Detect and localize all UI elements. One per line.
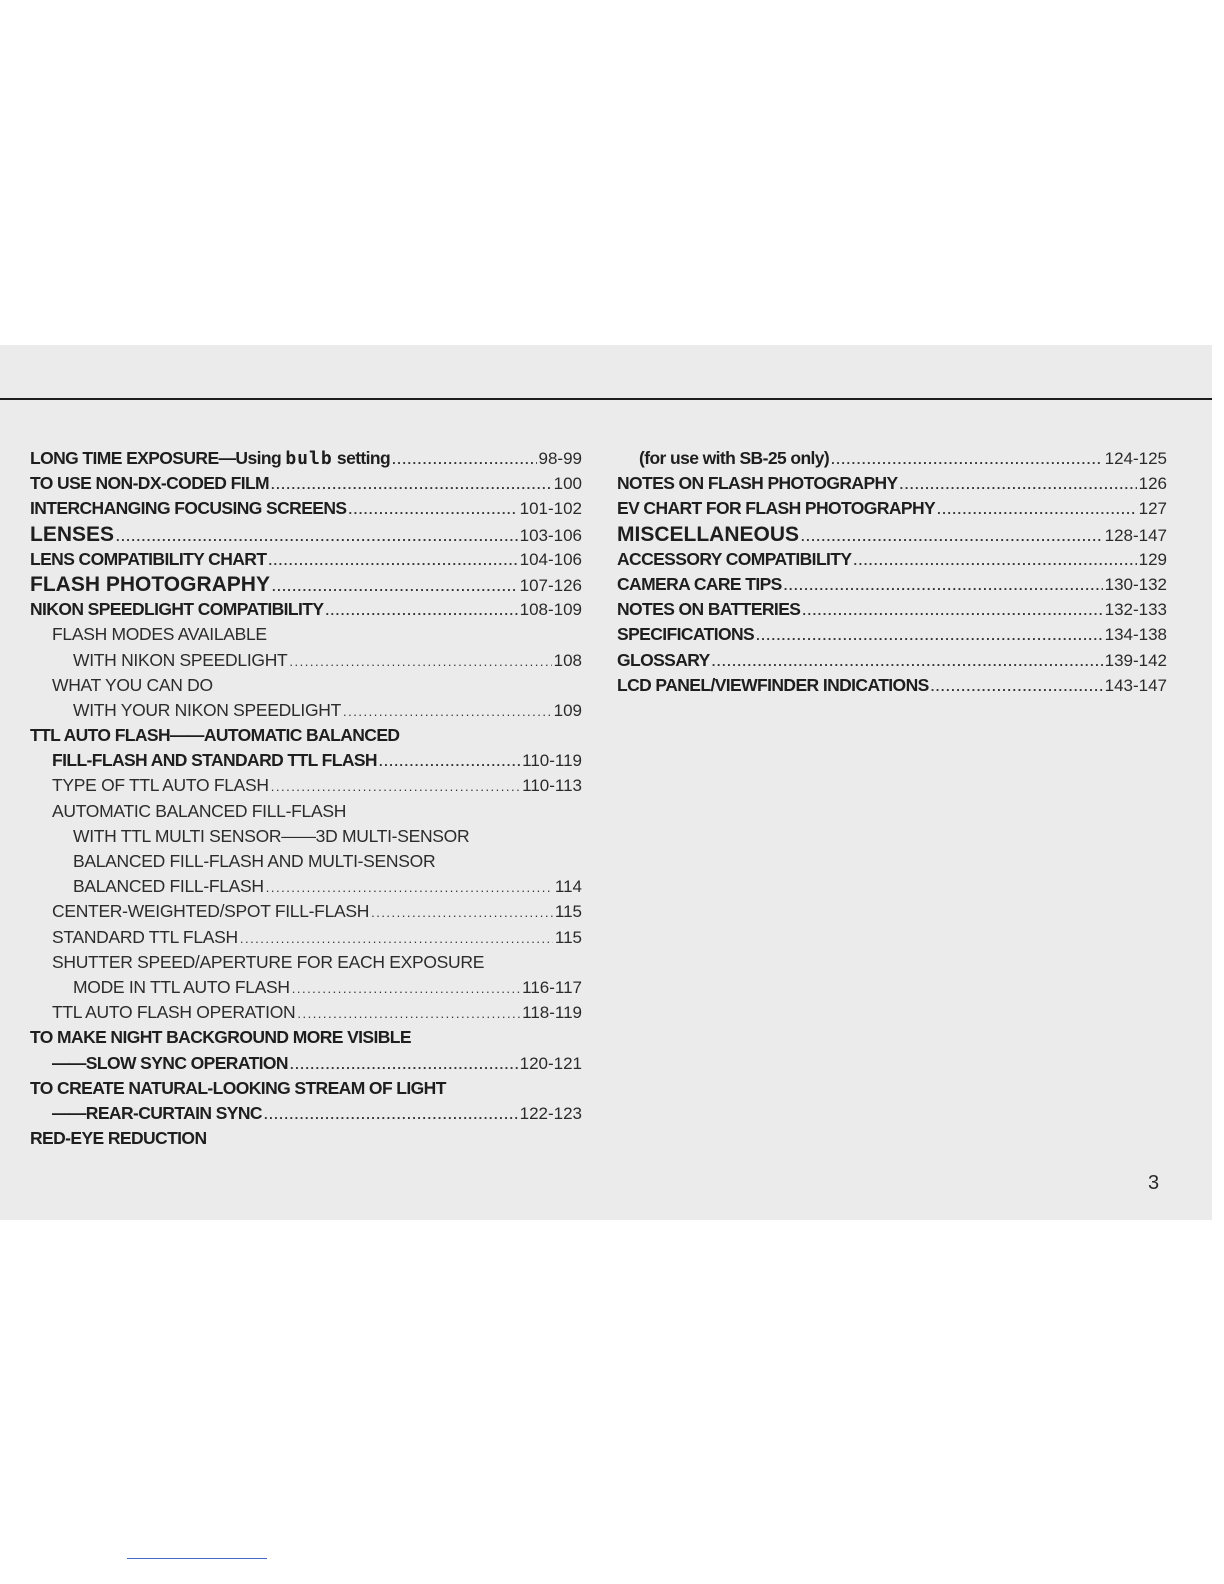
toc-entry bbox=[30, 773, 582, 798]
toc-entry-title: TTL AUTO FLASH——AUTOMATIC BALANCED bbox=[30, 725, 400, 746]
toc-entry-page: 139-142 bbox=[1104, 650, 1167, 670]
toc-entry-title: NOTES ON BATTERIES bbox=[617, 599, 801, 620]
toc-entry bbox=[30, 622, 582, 647]
toc-entry-title: LONG TIME EXPOSURE—Using bulb setting bbox=[30, 448, 391, 469]
toc-entry-title: TO USE NON-DX-CODED FILM bbox=[30, 473, 270, 494]
toc-entry-title: NOTES ON FLASH PHOTOGRAPHY bbox=[617, 473, 898, 494]
toc-entry bbox=[30, 1000, 582, 1025]
toc-entry-page: 100 bbox=[553, 474, 582, 494]
toc-entry-title: LENSES bbox=[30, 522, 115, 546]
toc-entry-page: 101-102 bbox=[519, 499, 582, 519]
dot-leader bbox=[348, 497, 517, 522]
toc-entry-page: 116-117 bbox=[522, 977, 582, 997]
toc-entry-title: FLASH PHOTOGRAPHY bbox=[30, 572, 270, 596]
toc-entry bbox=[30, 723, 582, 748]
toc-entry-title: ——REAR-CURTAIN SYNC bbox=[52, 1102, 262, 1123]
toc-entry-page: 108 bbox=[553, 650, 582, 670]
toc-entry bbox=[30, 496, 582, 521]
dot-leader bbox=[264, 1102, 518, 1127]
toc-entry-title: TO CREATE NATURAL-LOOKING STREAM OF LIGHT bbox=[30, 1077, 446, 1098]
toc-entry bbox=[30, 748, 582, 773]
toc-entry-title: BALANCED FILL-FLASH AND MULTI-SENSOR bbox=[73, 851, 436, 871]
dot-leader bbox=[268, 548, 517, 573]
toc-entry-page: 110-113 bbox=[522, 776, 582, 796]
toc-entry-title: WITH TTL MULTI SENSOR——3D MULTI-SENSOR bbox=[73, 825, 470, 846]
toc-entry-title: WITH YOUR NIKON SPEEDLIGHT bbox=[73, 699, 342, 720]
toc-entry bbox=[617, 622, 1167, 647]
toc-entry bbox=[30, 799, 582, 824]
toc-entry-page: 115 bbox=[554, 927, 582, 947]
toc-entry-page: 104-106 bbox=[519, 549, 582, 569]
dot-leader bbox=[801, 524, 1103, 549]
toc-entry-page: 132-133 bbox=[1104, 600, 1167, 620]
dot-leader bbox=[290, 1052, 518, 1077]
toc-entry bbox=[30, 471, 582, 496]
toc-entry bbox=[30, 446, 582, 471]
toc-entry bbox=[617, 496, 1167, 521]
toc-entry bbox=[617, 547, 1167, 572]
dot-leader bbox=[371, 900, 553, 925]
toc-entry bbox=[30, 899, 582, 924]
toc-entry bbox=[30, 849, 582, 874]
toc-entry-title: (for use with SB-25 only) bbox=[639, 448, 830, 468]
toc-entry-title: NIKON SPEEDLIGHT COMPATIBILITY bbox=[30, 599, 324, 620]
toc-entry bbox=[617, 446, 1167, 471]
bulb-lcd-text: bulb bbox=[285, 448, 333, 469]
toc-entry-title: INTERCHANGING FOCUSING SCREENS bbox=[30, 498, 347, 519]
toc-entry-page: 129 bbox=[1138, 549, 1167, 569]
toc-entry bbox=[30, 522, 582, 547]
toc-entry-page: 114 bbox=[554, 877, 582, 897]
dot-leader bbox=[292, 976, 520, 1001]
toc-entry bbox=[30, 950, 582, 975]
dot-leader bbox=[240, 926, 553, 951]
toc-entry-title: SHUTTER SPEED/APERTURE FOR EACH EXPOSURE bbox=[52, 951, 485, 972]
footer-underline bbox=[127, 1558, 267, 1559]
toc-entry-page: 98-99 bbox=[538, 449, 582, 468]
toc-entry-page: 109 bbox=[553, 700, 582, 720]
toc-entry bbox=[30, 673, 582, 698]
dot-leader bbox=[271, 774, 520, 799]
toc-entry-title: MISCELLANEOUS bbox=[617, 522, 800, 546]
toc-entry-page: 122-123 bbox=[519, 1103, 582, 1123]
toc-entry bbox=[30, 597, 582, 622]
dot-leader bbox=[297, 1001, 520, 1026]
toc-entry-title: TTL AUTO FLASH OPERATION bbox=[52, 1002, 296, 1023]
toc-entry-title: CAMERA CARE TIPS bbox=[617, 573, 782, 594]
dot-leader bbox=[379, 749, 520, 774]
toc-entry-title: LCD PANEL/VIEWFINDER INDICATIONS bbox=[617, 674, 929, 695]
dot-leader bbox=[266, 875, 553, 900]
toc-entry-page: 126 bbox=[1138, 474, 1167, 494]
dot-leader bbox=[831, 447, 1102, 472]
dot-leader bbox=[853, 548, 1136, 573]
toc-entry bbox=[617, 673, 1167, 698]
toc-entry bbox=[617, 471, 1167, 496]
toc-entry-page: 107-126 bbox=[519, 575, 582, 595]
toc-entry bbox=[30, 874, 582, 899]
dot-leader bbox=[289, 649, 551, 674]
toc-entry-title: BALANCED FILL-FLASH bbox=[73, 876, 264, 897]
toc-entry bbox=[617, 572, 1167, 597]
toc-entry bbox=[30, 648, 582, 673]
toc-entry-title: WITH NIKON SPEEDLIGHT bbox=[73, 649, 288, 670]
toc-entry-title: AUTOMATIC BALANCED FILL-FLASH bbox=[52, 800, 347, 821]
toc-entry-page: 103-106 bbox=[519, 525, 582, 545]
toc-entry bbox=[30, 1051, 582, 1076]
dot-leader bbox=[784, 573, 1103, 598]
dot-leader bbox=[712, 649, 1103, 674]
toc-entry-page: 127 bbox=[1138, 499, 1167, 519]
toc-entry-title: ACCESSORY COMPATIBILITY bbox=[617, 548, 852, 569]
toc-right-column bbox=[617, 446, 1167, 698]
toc-entry-title: FLASH MODES AVAILABLE bbox=[52, 624, 267, 645]
toc-entry-page: 108-109 bbox=[519, 600, 582, 620]
toc-entry-title: TO MAKE NIGHT BACKGROUND MORE VISIBLE bbox=[30, 1027, 411, 1048]
toc-entry-page: 120-121 bbox=[519, 1053, 582, 1073]
toc-entry-page: 115 bbox=[554, 902, 582, 922]
dot-leader bbox=[343, 699, 552, 724]
toc-entry-title: SPECIFICATIONS bbox=[617, 624, 755, 645]
page-number: 3 bbox=[1148, 1172, 1160, 1194]
toc-entry-title: STANDARD TTL FLASH bbox=[52, 926, 238, 947]
toc-entry-title: EV CHART FOR FLASH PHOTOGRAPHY bbox=[617, 498, 936, 519]
dot-leader bbox=[116, 524, 518, 549]
toc-entry bbox=[617, 522, 1167, 547]
toc-entry-title: GLOSSARY bbox=[617, 649, 710, 670]
toc-entry-title: LENS COMPATIBILITY CHART bbox=[30, 548, 267, 569]
toc-entry bbox=[30, 1076, 582, 1101]
toc-entry-title: WHAT YOU CAN DO bbox=[52, 674, 213, 695]
toc-entry bbox=[617, 648, 1167, 673]
toc-entry-title: FILL-FLASH AND STANDARD TTL FLASH bbox=[52, 750, 377, 771]
toc-entry bbox=[617, 597, 1167, 622]
toc-entry bbox=[30, 698, 582, 723]
dot-leader bbox=[931, 674, 1103, 699]
toc-entry bbox=[30, 1101, 582, 1126]
dot-leader bbox=[937, 497, 1137, 522]
toc-entry bbox=[30, 547, 582, 572]
toc-entry-title: ——SLOW SYNC OPERATION bbox=[52, 1052, 288, 1073]
toc-entry-page: 128-147 bbox=[1104, 525, 1167, 545]
toc-entry-page: 110-119 bbox=[522, 751, 582, 771]
toc-entry-page: 118-119 bbox=[522, 1003, 582, 1023]
toc-entry bbox=[30, 572, 582, 597]
toc-entry-page: 124-125 bbox=[1104, 449, 1167, 468]
toc-entry bbox=[30, 824, 582, 849]
header-rule bbox=[0, 398, 1212, 400]
toc-entry bbox=[30, 925, 582, 950]
dot-leader bbox=[756, 623, 1102, 648]
dot-leader bbox=[325, 598, 517, 623]
toc-entry-title: RED-EYE REDUCTION bbox=[30, 1128, 207, 1149]
dot-leader bbox=[271, 472, 552, 497]
toc-left-column bbox=[30, 446, 582, 1151]
toc-entry bbox=[30, 1126, 582, 1151]
dot-leader bbox=[392, 447, 536, 472]
toc-entry bbox=[30, 975, 582, 1000]
dot-leader bbox=[802, 598, 1102, 623]
toc-entry-title: TYPE OF TTL AUTO FLASH bbox=[52, 775, 269, 796]
toc-entry-page: 134-138 bbox=[1104, 625, 1167, 645]
toc-entry-title: CENTER-WEIGHTED/SPOT FILL-FLASH bbox=[52, 901, 370, 922]
dot-leader bbox=[272, 574, 518, 599]
toc-entry-title: MODE IN TTL AUTO FLASH bbox=[73, 976, 290, 997]
toc-entry-page: 130-132 bbox=[1104, 574, 1167, 594]
toc-entry-page: 143-147 bbox=[1104, 675, 1167, 695]
dot-leader bbox=[900, 472, 1137, 497]
toc-entry bbox=[30, 1025, 582, 1050]
